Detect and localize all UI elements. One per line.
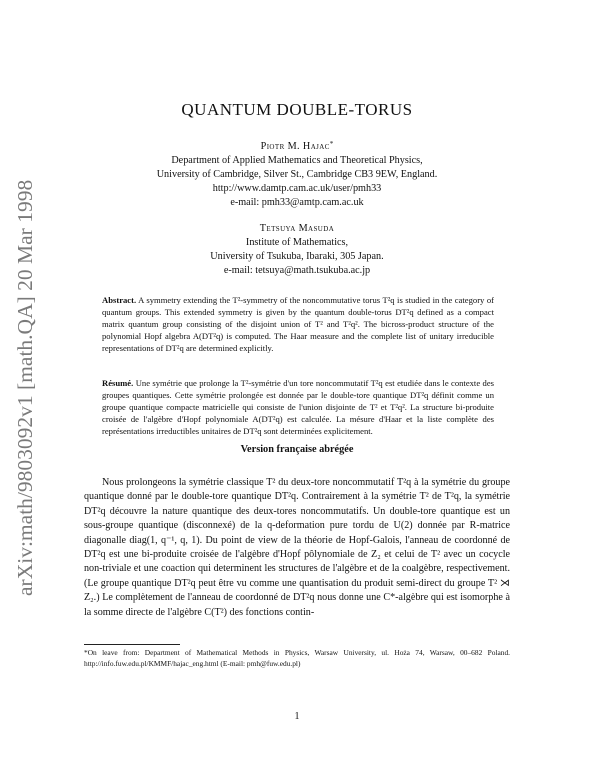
affiliation-line: Institute of Mathematics,	[245, 237, 349, 248]
arxiv-stamp-text: arXiv:math/9803092v1 [math.QA] 20 Mar 1998	[13, 179, 37, 596]
resume	[102, 377, 494, 437]
homepage-url: http://www.damtp.cam.ac.uk/user/pmh33	[212, 183, 382, 194]
author-name: Tetsuya Masuda	[259, 223, 335, 234]
paper-title: QUANTUM DOUBLE-TORUS	[181, 100, 413, 119]
affiliation-line: University of Cambridge, Silver St., Cambridge CB3 9EW, England.	[156, 169, 438, 180]
footnote-rule	[84, 644, 180, 645]
resume-text: Une symétrie que prolonge la T²-symétrie d'un tore noncommutatif T²q est etudiée dans le contexte des groupes quantiques. Cette symétrie prolongée est donnée par le double-tore quantique DT²q définit comme un groupe quantique compacte matricielle qui consiste de l'union disjointe de T² et T²q². La structure bi-produite croisée de l'algèbre d'Hopf polynomiale A(DT²q) est calculée. La mésure d'Haar et la liste complète des représentations irreductibles unitaires de DT²q sont determinées explicitement.	[102, 378, 494, 437]
page-number: 1	[294, 711, 300, 722]
section-title: Version française abrégée	[240, 444, 354, 455]
affiliation-line: Department of Applied Mathematics and Theoretical Physics,	[171, 155, 423, 166]
author-block-2	[84, 222, 510, 278]
author-block-1	[84, 140, 510, 210]
body-text	[84, 476, 510, 620]
abstract	[102, 294, 494, 354]
footnote-marker: *	[329, 140, 334, 148]
arxiv-stamp	[6, 150, 40, 600]
abstract-label: Abstract.	[102, 295, 137, 305]
affiliation-line: University of Tsukuba, Ibaraki, 305 Japan.	[210, 251, 384, 262]
body-paragraph: Nous prolongeons la symétrie classique T² du deux-tore noncommutatif T²q à la symétrie du groupe quantique donné par le double-tore quantique DT²q. Contrairement à la symétrie T² de T²q, la symétrie DT²q découvre la nature quantique des deux-tores noncommutatifs. Un double-tore quantique est un sous-groupe quantique (disconnexé) de la q-deformation pure tordu de U(2) donnée par R-matrice diagonalle diag(1, q⁻¹, q, 1). Du point de view de la théorie de Hopf-Galois, l'anneau de coordonné de DT²q est une bi-produite croisée de l'algèbre d'Hopf pôlynomiale de Z₂ et celui de T² avec un cocycle non-triviale et une coaction qui determinent les structures de l'algèbre et de la coalgèbre, respectivement. (Le groupe quantique DT²q peut être vu comme une quantisation du produit semi-direct du groupe T² ⋊ Z₂.) Le complètement de l'anneau de coordonné de DT²q nous donne une C*-algèbre qui est isomorphe à la somme directe de l'algèbre C(T²) des fonctions contin-	[84, 477, 510, 618]
footnote: *On leave from: Department of Mathematical Methods in Physics, Warsaw University, ul. Hoża 74, Warsaw, 00–682 Poland. http://info.fuw.edu.pl/KMMF/hajac_eng.html (E-mail: pmh@fuw.edu.pl)	[84, 648, 510, 668]
author-name: Piotr M. Hajac	[260, 141, 330, 152]
email-line: e-mail: tetsuya@math.tsukuba.ac.jp	[223, 265, 371, 276]
abstract-text: A symmetry extending the T²-symmetry of the noncommutative torus T²q is studied in the category of quantum groups. This extended symmetry is given by the quantum double-torus DT²q defined as a compact matrix quantum group consisting of the disjoint union of T² and T²q². The bicross-product structure of the polynomial Hopf algebra A(DT²q) is computed. The Haar measure and the complete list of unitary irreducible representations of DT²q are determined explicitly.	[102, 295, 494, 354]
email-line: e-mail: pmh33@amtp.cam.ac.uk	[230, 197, 364, 208]
resume-label: Résumé.	[102, 378, 134, 388]
